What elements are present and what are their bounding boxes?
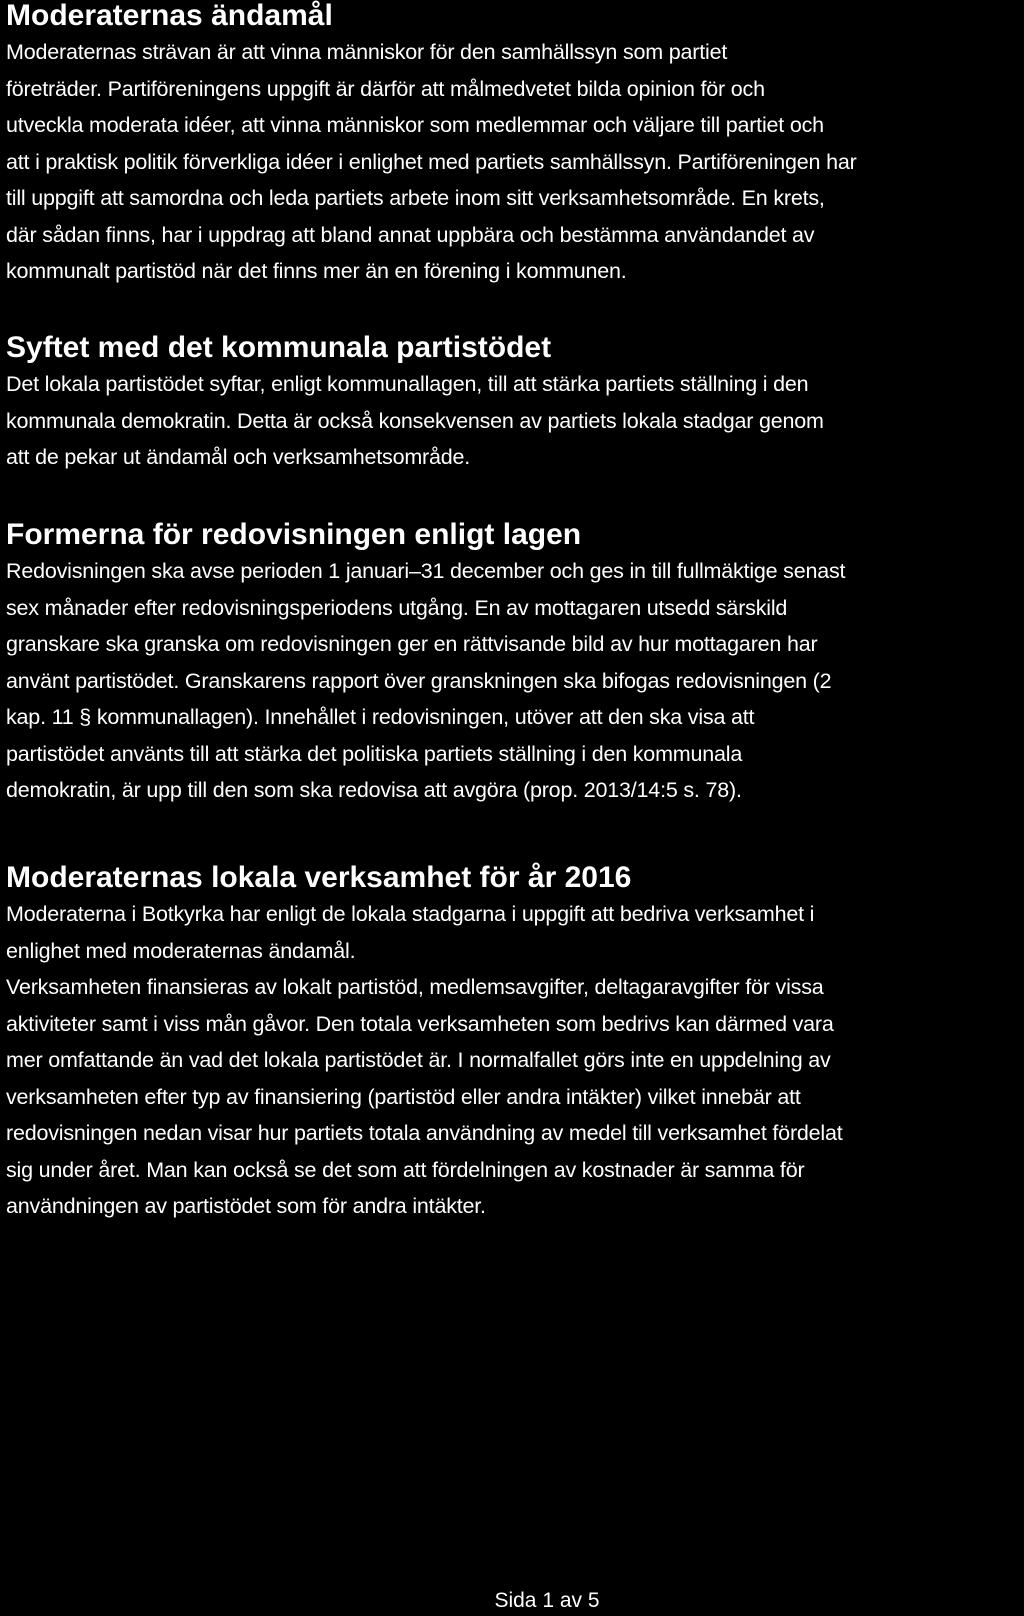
section-syfte — [6, 330, 1022, 476]
paragraph-line: Det lokala partistödet syftar, enligt kommunallagen, till att stärka partiets ställning i den — [6, 372, 809, 396]
paragraph-line: att de pekar ut ändamål och verksamhetsområde. — [6, 445, 471, 469]
section-andamal — [6, 0, 1022, 290]
paragraph-line: kap. 11 § kommunallagen). Innehållet i redovisningen, utöver att den ska visa att — [6, 705, 755, 729]
paragraph-line: demokratin, är upp till den som ska redovisa att avgöra (prop. 2013/14:5 s. 78). — [6, 778, 742, 802]
section-formerna — [6, 517, 1022, 809]
section-heading: Syftet med det kommunala partistödet — [6, 331, 552, 364]
paragraph-line: redovisningen nedan visar hur partiets totala användning av medel till verksamhet fördelat — [6, 1121, 843, 1145]
section-heading: Moderaternas lokala verksamhet för år 2016 — [6, 861, 632, 894]
paragraph-line: kommunala demokratin. Detta är också konsekvensen av partiets lokala stadgar genom — [6, 408, 824, 433]
paragraph-line: Moderaternas strävan är att vinna människor för den samhällssyn som partiet — [6, 40, 728, 64]
section-verksamhet-2016 — [6, 860, 1022, 1225]
paragraph-line: mer omfattande än vad det lokala partistödet är. I normalfallet görs inte en uppdelning av — [6, 1048, 831, 1072]
paragraph-line: utveckla moderata idéer, att vinna människor som medlemmar och väljare till partiet och — [6, 113, 824, 137]
paragraph-line: enlighet med moderaternas ändamål. — [6, 938, 356, 963]
paragraph-line: partistödet använts till att stärka det politiska partiets ställning i den kommunala — [6, 741, 743, 766]
paragraph-line: användningen av partistödet som för andra intäkter. — [6, 1194, 486, 1218]
paragraph-line: till uppgift att samordna och leda partiets arbete inom sitt verksamhetsområde. En krets, — [6, 186, 825, 210]
paragraph-line: Moderaterna i Botkyrka har enligt de lokala stadgarna i uppgift att bedriva verksamhet i — [6, 902, 815, 926]
paragraph-line: där sådan finns, har i uppdrag att bland annat uppbära och bestämma användandet av — [6, 222, 815, 247]
paragraph-line: använt partistödet. Granskarens rapport över granskningen ska bifogas redovisningen (2 — [6, 668, 832, 693]
paragraph-line: kommunalt partistöd när det finns mer än en förening i kommunen. — [6, 259, 627, 283]
paragraph-line: sex månader efter redovisningsperiodens utgång. En av mottagaren utsedd särskild — [6, 595, 788, 620]
paragraph-line: verksamheten efter typ av finansiering (partistöd eller andra intäkter) vilket innebär att — [6, 1084, 801, 1109]
paragraph-line: granskare ska granska om redovisningen ger en rättvisande bild av hur mottagaren har — [6, 632, 818, 656]
section-heading: Moderaternas ändamål — [6, 0, 333, 32]
paragraph-line: Verksamheten finansieras av lokalt partistöd, medlemsavgifter, deltagaravgifter för vissa — [6, 975, 824, 999]
page-number-footer: Sida 1 av 5 — [494, 1589, 600, 1612]
paragraph-line: företräder. Partiföreningens uppgift är därför att målmedvetet bilda opinion för och — [6, 76, 765, 101]
paragraph-line: aktiviteter samt i viss mån gåvor. Den totala verksamheten som bedrivs kan därmed vara — [6, 1011, 834, 1036]
paragraph-line: Redovisningen ska avse perioden 1 januari–31 december och ges in till fullmäktige senast — [6, 559, 846, 583]
section-heading: Formerna för redovisningen enligt lagen — [6, 518, 582, 551]
paragraph-line: sig under året. Man kan också se det som att fördelningen av kostnader är samma för — [6, 1157, 805, 1182]
paragraph-line: att i praktisk politik förverkliga idéer i enlighet med partiets samhällssyn. Partiföreningen har — [6, 149, 857, 174]
